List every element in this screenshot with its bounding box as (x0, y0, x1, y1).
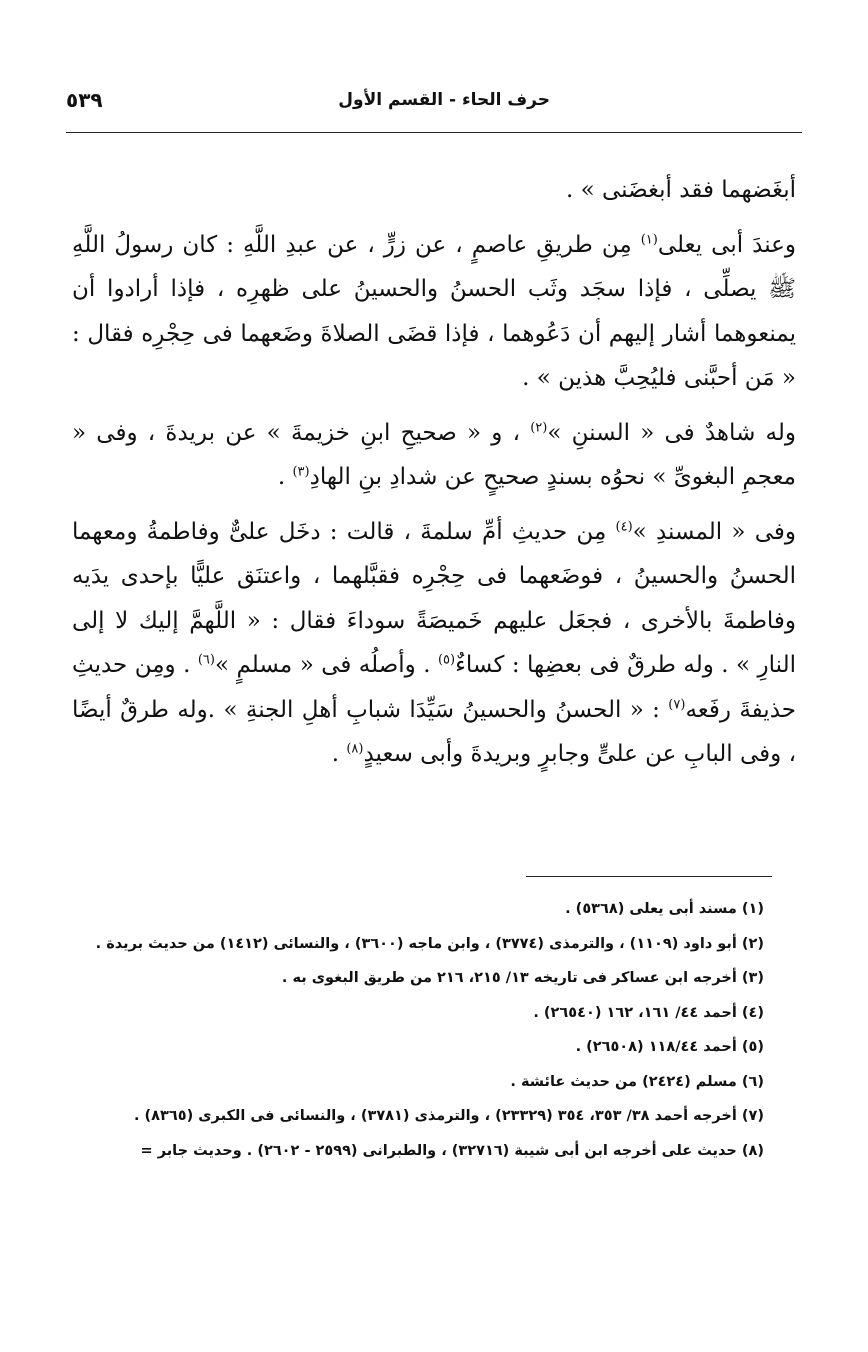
footnote-4: (٤) أحمد ٤٤/ ١٦١، ١٦٢ (٢٦٥٤٠) . (533, 1004, 764, 1021)
footnote-ref[interactable]: (٨) (346, 741, 364, 757)
footnote-5: (٥) أحمد ١١٨/٤٤ (٢٦٥٠٨) . (575, 1039, 764, 1055)
footnote-ref[interactable]: (٧) (668, 696, 686, 712)
paragraph-text: أبغَضهما فقد أبغضَنى » . (565, 177, 796, 203)
paragraph-text: وفى « المسندِ » (632, 518, 796, 545)
footnote-7: (٧) أخرجه أحمد ٣٨/ ٣٥٣، ٣٥٤ (٢٣٣٢٩) ، والترمذى (٣٧٨١) ، والنسائى فى الكبرى (٨٣٦٥) . (133, 1108, 764, 1124)
footnote-ref[interactable]: (٢) (530, 419, 548, 435)
page-number: ٥٣٩ (66, 88, 103, 112)
paragraph-text: مِن حديثِ أمِّ سلمةَ ، قالت : دخَل علىٌّ وفاطمةُ ومعهما الحسنُ والحسينُ ، فوضَعهما فى حِجْرِه فقبَّلهما ، واعتنَق عليًّا بإحدى يدَيه وفاطمةَ بالأخرى ، فجعَل عليهم خَميصَةً سوداءَ فقال : « اللَّهمَّ إليك لا إلى النارِ » . وله طرقٌ فى بعضِها : كساءٌ (72, 518, 796, 678)
paragraph-text: : « الحسنُ والحسينُ سَيِّدَا شبابِ أهلِ الجنةِ » .وله طرقٌ أيضًا ، وفى البابِ عن علىٍّ وجابرٍ وبريدةَ وأبى سعيدٍ (72, 696, 796, 767)
footnote-2: (٢) أبو داود (١١٠٩) ، والترمذى (٣٧٧٤) ، وابن ماجه (٣٦٠٠) ، والنسائى (١٤١٢) من حديث بريدة . (95, 935, 764, 952)
paragraph-text: . (331, 741, 347, 767)
paragraph-2 (72, 223, 796, 401)
footnote-ref[interactable]: (٤) (615, 518, 633, 534)
paragraph-1 (72, 168, 796, 213)
paragraph-text: . (277, 464, 293, 490)
footnote-8: (٨) حديث على أخرجه ابن أبى شيبة (٣٢٧١٦) ، والطبرانى (٢٥٩٩ - ٢٦٠٢) . وحديث جابر = (140, 1142, 764, 1159)
footnote-1: (١) مسند أبى يعلى (٥٣٦٨) . (565, 901, 764, 917)
paragraph-text: وله شاهدٌ فى « السننِ » (547, 419, 796, 446)
footnote-ref[interactable]: (٥) (437, 652, 456, 668)
footnote-ref[interactable]: (٣) (292, 464, 310, 480)
paragraph-text: ، و « صحيحِ ابنِ خزيمةَ » عن بريدةَ ، وفى « معجمِ البغوىِّ » نحوُه بسندٍ صحيحٍ عن شدادِ بنِ الهادِ (72, 419, 796, 490)
running-header (66, 86, 802, 122)
chapter-title: حرف الحاء - القسم الأول (338, 90, 550, 110)
footnote-6: (٦) مسلم (٢٤٢٤) من حديث عائشة . (510, 1073, 764, 1090)
paragraph-4 (72, 510, 796, 777)
paragraph-text: . وأصلُه فى « مسلمٍ » (214, 652, 438, 678)
main-text (72, 168, 796, 787)
paragraph-3 (72, 411, 796, 500)
footnote-ref[interactable]: (٦) (197, 652, 215, 668)
footnote-3: (٣) أخرجه ابن عساكر فى تاريخه ١٣/ ٢١٥، ٢١٦ من طريق البغوى به . (281, 970, 764, 986)
footnote-separator (526, 876, 772, 877)
footnote-ref[interactable]: (١) (640, 231, 658, 247)
paragraph-text: مِن طريقِ عاصمٍ ، عن زرٍّ ، عن عبدِ اللَّهِ : كان رسولُ اللَّهِ ﷺ يصلِّى ، فإذا سجَد وثَب الحسنُ والحسينُ على ظهرِه ، فإذا أرادوا أن يمنعوهما أشار إليهم أن دَعُوهما ، فإذا قضَى الصلاةَ وضَعهما فى حِجْرِه فقال : « مَن أحبَّنى فليُحِبَّ هذين » . (72, 231, 796, 391)
footnotes (66, 892, 764, 1168)
paragraph-text: . ومِن حديثِ حذيفةَ رفَعه (72, 652, 796, 723)
header-rule (66, 132, 802, 133)
paragraph-text: وعندَ أبى يعلى (657, 231, 796, 258)
